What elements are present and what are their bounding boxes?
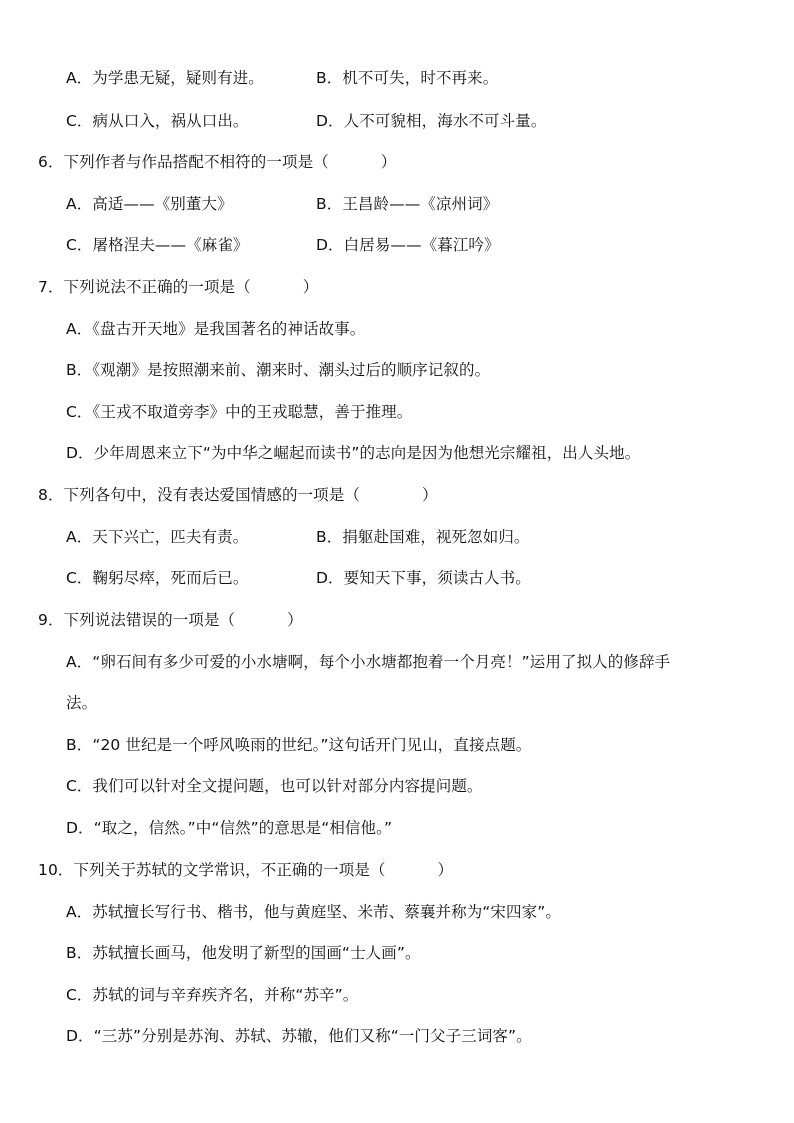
q8-option-a: A．天下兴亡，匹夫有责。 <box>66 528 249 546</box>
question-8-close: ） <box>421 486 438 504</box>
q5-option-d: D．人不可貌相，海水不可斗量。 <box>316 112 547 130</box>
question-6-close: ） <box>380 153 397 171</box>
question-10-text: 10．下列关于苏轼的文学常识，不正确的一项是（ <box>38 861 386 879</box>
q9-option-c: C．我们可以针对全文提问题，也可以针对部分内容提问题。 <box>66 777 483 795</box>
q6-option-c: C．屠格涅夫——《麻雀》 <box>66 236 249 254</box>
question-6-text: 6．下列作者与作品搭配不相符的一项是（ <box>38 153 329 171</box>
q5-option-a: A．为学患无疑，疑则有进。 <box>66 69 264 87</box>
question-7-text: 7．下列说法不正确的一项是（ <box>38 278 251 296</box>
q8-option-c: C．鞠躬尽瘁，死而后已。 <box>66 569 249 587</box>
q5-option-c: C．病从口入，祸从口出。 <box>66 112 249 130</box>
q9-option-a-continued: 法。 <box>66 694 98 712</box>
question-7-stem <box>38 276 318 298</box>
q9-option-b: B．“20 世纪是一个呼风唤雨的世纪。”这句话开门见山，直接点题。 <box>66 736 532 754</box>
question-9-close: ） <box>287 611 303 629</box>
question-6-stem <box>38 151 396 173</box>
q7-option-a: A．《盘古开天地》是我国著名的神话故事。 <box>66 320 366 338</box>
q9-option-a: A．“卵石间有多少可爱的小水塘啊，每个小水塘都抱着一个月亮！”运用了拟人的修辞手 <box>66 653 671 671</box>
question-10-close: ） <box>437 861 454 879</box>
q10-option-c: C．苏轼的词与辛弃疾齐名，并称“苏辛”。 <box>66 986 359 1004</box>
question-10-stem <box>38 859 453 881</box>
question-8-stem <box>38 484 438 506</box>
question-8-text: 8．下列各句中，没有表达爱国情感的一项是（ <box>38 486 360 504</box>
q10-option-a: A．苏轼擅长写行书、楷书，他与黄庭坚、米芾、蔡襄并称为“宋四家”。 <box>66 903 561 921</box>
q7-option-d: D．少年周恩来立下“为中华之崛起而读书”的志向是因为他想光宗耀祖，出人头地。 <box>66 444 641 462</box>
q6-option-a: A．高适——《别董大》 <box>66 195 233 213</box>
question-9-stem <box>38 609 303 631</box>
q10-option-d: D．“三苏”分别是苏洵、苏轼、苏辙，他们又称“一门父子三词客”。 <box>66 1027 532 1045</box>
q10-option-b: B．苏轼擅长画马，他发明了新型的国画“士人画”。 <box>66 944 421 962</box>
q8-option-b: B．捐躯赴国难，视死忽如归。 <box>316 528 530 546</box>
q6-option-b: B．王昌龄——《凉州词》 <box>316 195 499 213</box>
q5-option-b: B．机不可失，时不再来。 <box>316 69 499 87</box>
q8-option-d: D．要知天下事，须读古人书。 <box>316 569 531 587</box>
q7-option-b: B．《观潮》是按照潮来前、潮来时、潮头过后的顺序记叙的。 <box>66 361 491 379</box>
q9-option-d: D．“取之，信然。”中“信然”的意思是“相信他。” <box>66 819 393 837</box>
question-7-close: ） <box>302 278 319 296</box>
question-9-text: 9．下列说法错误的一项是（ <box>38 611 236 629</box>
q6-option-d: D．白居易——《暮江吟》 <box>316 236 500 254</box>
q7-option-c: C．《王戎不取道旁李》中的王戎聪慧，善于推理。 <box>66 403 413 421</box>
